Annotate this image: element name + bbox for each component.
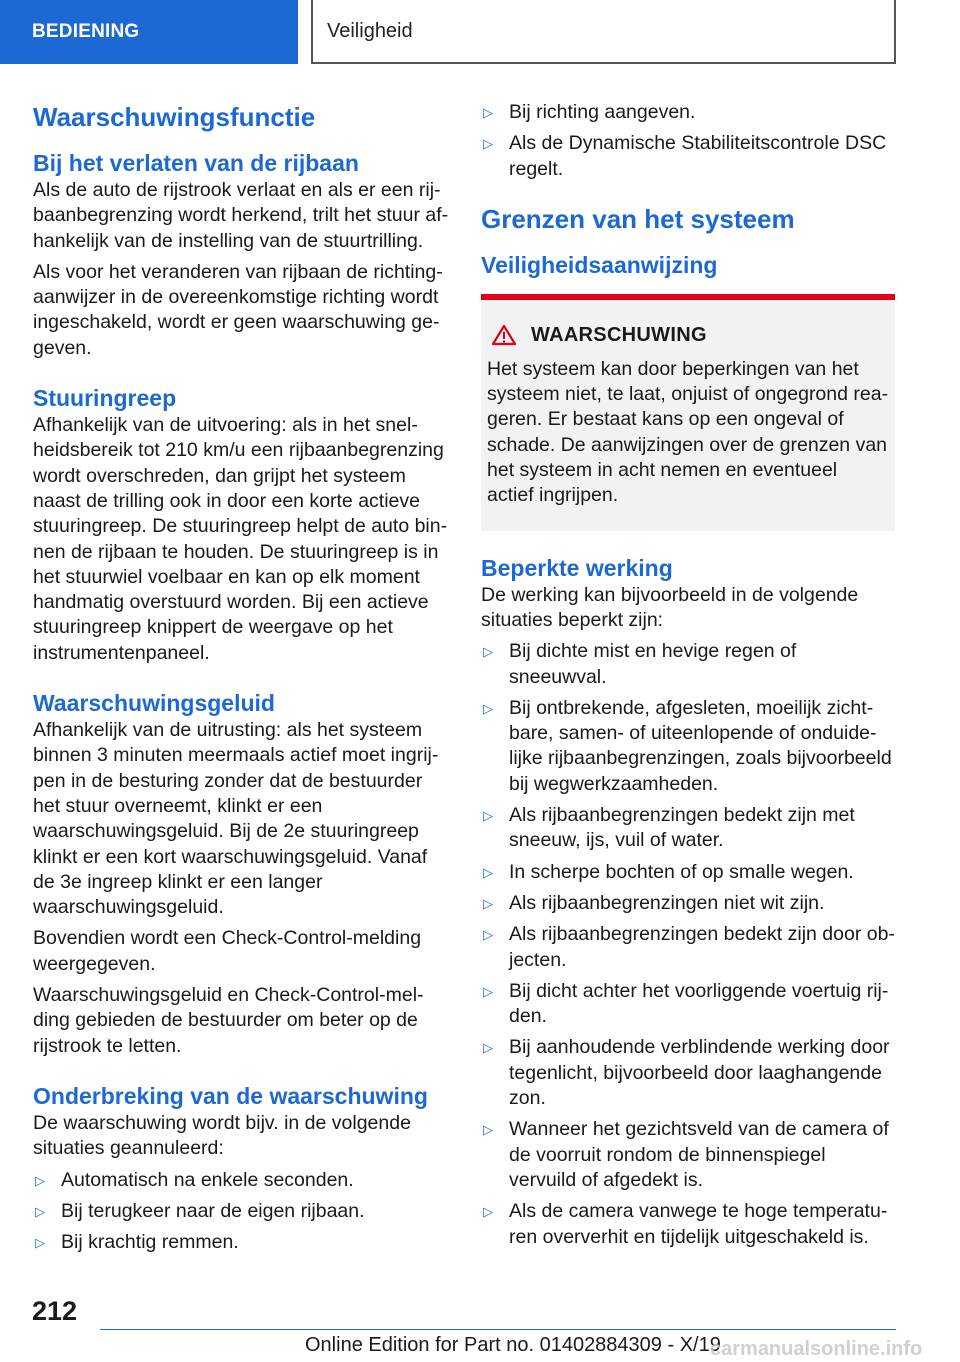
header-section-label: [0, 0, 298, 64]
bullet-list: [481, 639, 895, 1250]
list-item: ▷ Wanneer het gezichtsveld van de camera of de voorruit rondom de binnenspiegel vervuild of afgedekt is.: [483, 1118, 889, 1191]
subheading-limited-operation: Beperkte werking: [481, 554, 673, 581]
triangle-bullet-icon: ▷: [483, 1122, 493, 1138]
triangle-bullet-icon: ▷: [483, 1040, 493, 1056]
list-item: ▷ Als rijbaanbegrenzingen niet wit zijn.: [481, 891, 895, 916]
section-heading-warning-function: Waarschuwingsfunctie: [33, 102, 316, 132]
paragraph: Bovendien wordt een Check-Control-melding weergegeven.: [33, 927, 422, 975]
triangle-bullet-icon: ▷: [483, 927, 493, 943]
warning-text: Het systeem kan door beperkingen van het systeem niet, te laat, onjuist of ongegrond reageren. Er bestaat kans op een ongeval of schade. De aanwijzingen over de grenzen van het systeem in acht nemen en eventueel actief ingrijpen.: [487, 357, 889, 507]
footer-divider: [100, 1329, 896, 1330]
triangle-bullet-icon: ▷: [483, 700, 493, 716]
triangle-bullet-icon: ▷: [483, 644, 493, 660]
bullet-list: [33, 1168, 449, 1256]
warning-box: [481, 294, 895, 531]
list-item: ▷ Bij richting aangeven.: [481, 100, 895, 125]
list-item: ▷ Bij dichte mist en hevige regen of sneeuwval.: [483, 640, 797, 688]
subheading-leaving-lane: Bij het verlaten van de rijbaan: [33, 150, 359, 176]
triangle-bullet-icon: ▷: [483, 136, 493, 152]
header-chapter-label: [311, 0, 896, 64]
list-item: ▷ Bij aanhoudende verblindende werking door tegenlicht, bijvoorbeeld door laaghangende zon.: [483, 1036, 890, 1110]
triangle-bullet-icon: ▷: [35, 1203, 45, 1219]
list-item: ▷ Bij terugkeer naar de eigen rijbaan.: [33, 1199, 449, 1224]
subheading-warning-sound: Waarschuwingsgeluid: [33, 690, 275, 717]
subheading-safety-note: Veiligheidsaanwijzing: [481, 251, 718, 278]
triangle-bullet-icon: ▷: [483, 808, 493, 824]
triangle-bullet-icon: ▷: [35, 1235, 45, 1251]
subheading-steering-intervention: Stuuringreep: [33, 385, 177, 412]
warning-triangle-icon: [491, 324, 517, 346]
list-item: ▷ Als rijbaanbegrenzingen bedekt zijn met sneeuw, ijs, vuil of water.: [483, 804, 855, 852]
section-title: BEDIENING: [32, 21, 140, 42]
list-item: ▷ Als de Dynamische Stabiliteitscontrole DSC regelt.: [483, 132, 887, 180]
triangle-bullet-icon: ▷: [483, 895, 493, 911]
paragraph: Als voor het veranderen van rijbaan de richtingaanwijzer in de overeenkomstige richting wordt ingeschakeld, wordt er geen waarschuwing gegeven.: [33, 260, 443, 359]
watermark: carmanualsonline.info: [710, 1338, 923, 1360]
triangle-bullet-icon: ▷: [483, 105, 493, 120]
triangle-bullet-icon: ▷: [35, 1172, 45, 1188]
paragraph: Waarschuwingsgeluid en Check-Control-melding gebieden de bestuurder om beter op de rijstrook te letten.: [33, 984, 424, 1057]
subheading-interruption: Onderbreking van de waarschuwing: [33, 1082, 428, 1109]
paragraph: De werking kan bijvoorbeeld in de volgende situaties beperkt zijn:: [481, 583, 859, 631]
right-column: [481, 100, 895, 1256]
paragraph: De waarschuwing wordt bijv. in de volgende situaties geannuleerd:: [33, 1111, 411, 1160]
paragraph: Afhankelijk van de uitvoering: als in het snelheidsbereik tot 210 km/u een rijbaanbegrenzing wordt overschreden, dan grijpt het systeem naast de trilling ook in door een korte actieve stuuringreep. De stuuringreep helpt de auto binnen de rijbaan te houden. De stuuringreep is in het stuurwiel voelbaar en kan op elk moment handmatig overstuurd worden. Bij een actieve stuuringreep knippert de weergave op het instrumentenpaneel.: [33, 414, 448, 664]
bullet-list: [481, 100, 895, 182]
triangle-bullet-icon: ▷: [483, 983, 493, 999]
paragraph: Afhankelijk van de uitrusting: als het systeem binnen 3 minuten meermaals actief moet ingrijpen in de besturing zonder dat de bestuurder het stuur overneemt, klinkt er een waarschuwingsgeluid. Bij de 2e stuuringreep klinkt er een kort waarschuwingsgeluid. Vanaf de 3e ingreep klinkt er een langer waarschuwingsgeluid.: [33, 719, 439, 919]
triangle-bullet-icon: ▷: [483, 864, 493, 880]
footer-edition: Online Edition for Part no. 01402884309 - X/19: [305, 1334, 721, 1356]
warning-title: WAARSCHUWING: [487, 324, 889, 347]
list-item: ▷ Als de camera vanwege te hoge temperaturen oververhit en tijdelijk uitgeschakeld is.: [483, 1200, 888, 1248]
list-item: ▷ Bij krachtig remmen.: [33, 1230, 449, 1255]
list-item: ▷ Bij ontbrekende, afgesleten, moeilijk zichtbare, samen- of uiteenlopende of onduidelijke rijbaanbegrenzingen, zoals bijvoorbeeld bij wegwerkzaamheden.: [483, 696, 892, 795]
list-item: ▷ In scherpe bochten of op smalle wegen.: [481, 860, 895, 885]
list-item: ▷ Bij dicht achter het voorliggende voertuig rijden.: [483, 979, 889, 1028]
page-number: 212: [32, 1296, 78, 1326]
left-column: [33, 100, 449, 1261]
list-item: ▷ Automatisch na enkele seconden.: [33, 1168, 449, 1193]
section-heading-system-limits: Grenzen van het systeem: [481, 203, 795, 234]
paragraph: Als de auto de rijstrook verlaat en als er een rijbaanbegrenzing wordt herkend, trilt het stuur afhankelijk van de instelling van de stuurtrilling.: [33, 179, 449, 252]
chapter-title: Veiligheid: [327, 19, 413, 42]
list-item: ▷ Als rijbaanbegrenzingen bedekt zijn door objecten.: [483, 923, 895, 971]
triangle-bullet-icon: ▷: [483, 1204, 493, 1220]
